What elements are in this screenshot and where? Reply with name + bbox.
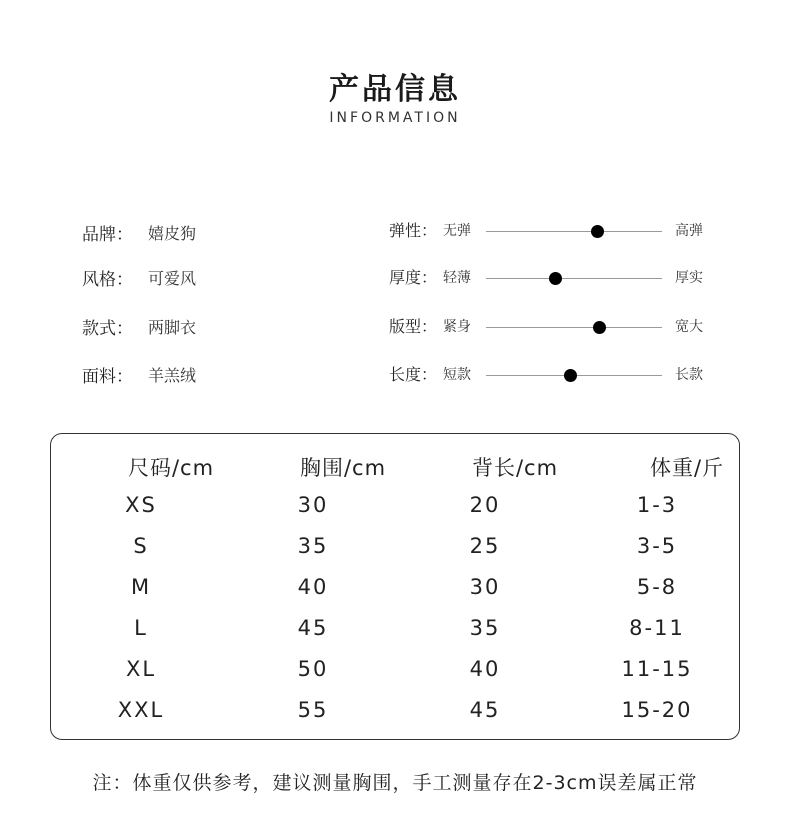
table-cell: 40 [297,575,329,599]
table-cell: XL [125,657,157,681]
table-cell: 30 [297,493,329,517]
size-table [50,433,740,740]
table-header-chest: 胸围/cm [299,456,387,480]
slider-fit [389,315,719,339]
table-cell: 1-3 [636,493,678,517]
table-cell: 3-5 [636,534,678,558]
slider-max-label: 宽大 [675,319,703,335]
spec-brand [82,220,196,244]
spec-value: 两脚衣 [148,317,197,337]
spec-key: 款式： [82,318,133,339]
table-cell: XXL [117,698,165,722]
table-cell: 25 [469,534,501,558]
slider-max-label: 长款 [675,367,703,383]
slider-key: 厚度： [389,268,438,287]
slider-min-label: 轻薄 [443,270,471,286]
slider-track [486,278,662,279]
slider-thickness [389,266,719,290]
table-cell: 45 [469,698,501,722]
page-title: 产品信息 [329,72,461,107]
slider-track [486,327,662,328]
slider-track [486,375,662,376]
slider-key: 版型： [389,317,438,336]
table-cell: XS [125,493,157,517]
measurement-note: 注：体重仅供参考，建议测量胸围，手工测量存在2-3cm误差属正常 [92,772,698,794]
slider-length [389,363,719,387]
table-cell: M [130,575,152,599]
slider-indicator [591,225,604,238]
table-cell: 30 [469,575,501,599]
spec-value: 嬉皮狗 [148,223,197,243]
slider-indicator [593,321,606,334]
spec-value: 可爱风 [148,268,197,288]
slider-min-label: 短款 [443,367,471,383]
table-cell: 8-11 [629,616,685,640]
table-cell: 45 [297,616,329,640]
page-subtitle: INFORMATION [329,110,461,126]
spec-style [82,265,196,289]
table-cell: 40 [469,657,501,681]
slider-min-label: 无弹 [443,223,471,239]
spec-type [82,314,196,338]
spec-key: 品牌： [82,224,133,245]
table-cell: 55 [297,698,329,722]
slider-elasticity [389,219,719,243]
slider-key: 弹性： [389,221,438,240]
slider-max-label: 高弹 [675,223,703,239]
table-header-size: 尺码/cm [127,456,215,480]
slider-indicator [549,272,562,285]
spec-key: 风格： [82,269,133,290]
table-cell: 20 [469,493,501,517]
table-cell: L [134,616,148,640]
slider-indicator [564,369,577,382]
slider-key: 长度： [389,365,438,384]
spec-value: 羊羔绒 [148,365,197,385]
table-cell: S [133,534,149,558]
table-cell: 5-8 [636,575,678,599]
table-header-back: 背长/cm [471,456,559,480]
slider-min-label: 紧身 [443,319,471,335]
table-cell: 11-15 [621,657,693,681]
table-cell: 50 [297,657,329,681]
spec-key: 面料： [82,366,133,387]
table-header-weight: 体重/斤 [649,456,725,480]
slider-max-label: 厚实 [675,270,703,286]
spec-fabric [82,362,196,386]
slider-track [486,231,662,232]
table-cell: 15-20 [621,698,693,722]
table-cell: 35 [297,534,329,558]
table-cell: 35 [469,616,501,640]
